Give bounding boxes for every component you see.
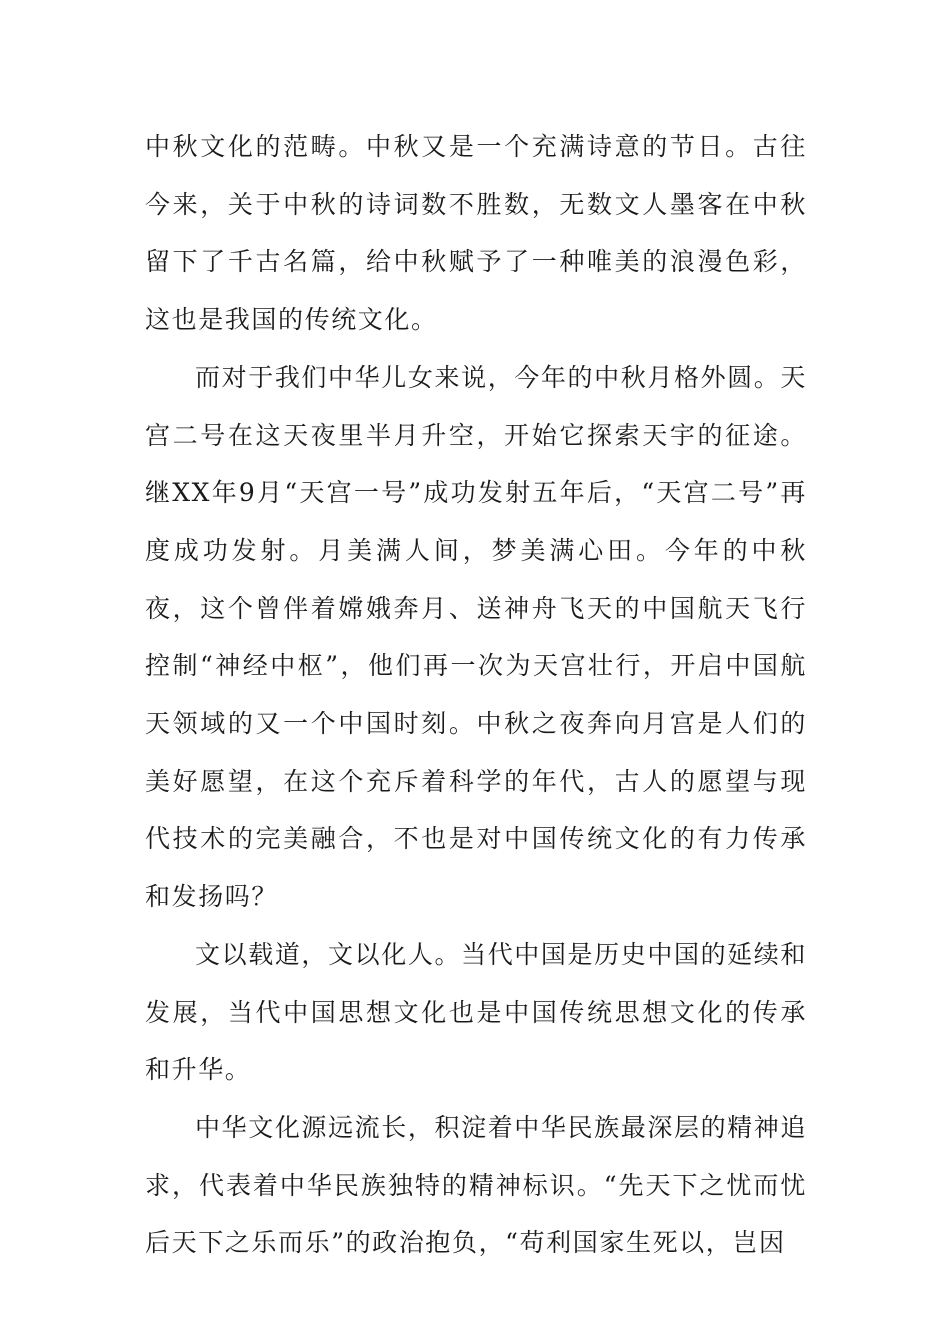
paragraph-4: 中华文化源远流长，积淀着中华民族最深层的精神追求，代表着中华民族独特的精神标识。“先天下之忧而忧后天下之乐而乐”的政治抱负，“苟利国家生死以，岂因	[145, 1112, 807, 1258]
paragraph-1: 中秋文化的范畴。中秋又是一个充满诗意的节日。古往今来，关于中秋的诗词数不胜数，无数文人墨客在中秋留下了千古名篇，给中秋赋予了一种唯美的浪漫色彩，这也是我国的传统文化。	[145, 132, 807, 335]
paragraph-2: 而对于我们中华儿女来说，今年的中秋月格外圆。天宫二号在这天夜里半月升空，开始它探索天宇的征途。继XX年9月“天宫一号”成功发射五年后，“天宫二号”再度成功发射。月美满人间，梦美满心田。今年的中秋夜，这个曾伴着嫦娥奔月、送神舟飞天的中国航天飞行控制“神经中枢”，他们再一次为天宫壮行，开启中国航天领域的又一个中国时刻。中秋之夜奔向月宫是人们的美好愿望，在这个充斥着科学的年代，古人的愿望与现代技术的完美融合，不也是对中国传统文化的有力传承和发扬吗？	[145, 362, 807, 912]
paragraph-3: 文以载道，文以化人。当代中国是历史中国的延续和发展，当代中国思想文化也是中国传统思想文化的传承和升华。	[145, 939, 807, 1085]
body-text	[145, 118, 807, 1272]
